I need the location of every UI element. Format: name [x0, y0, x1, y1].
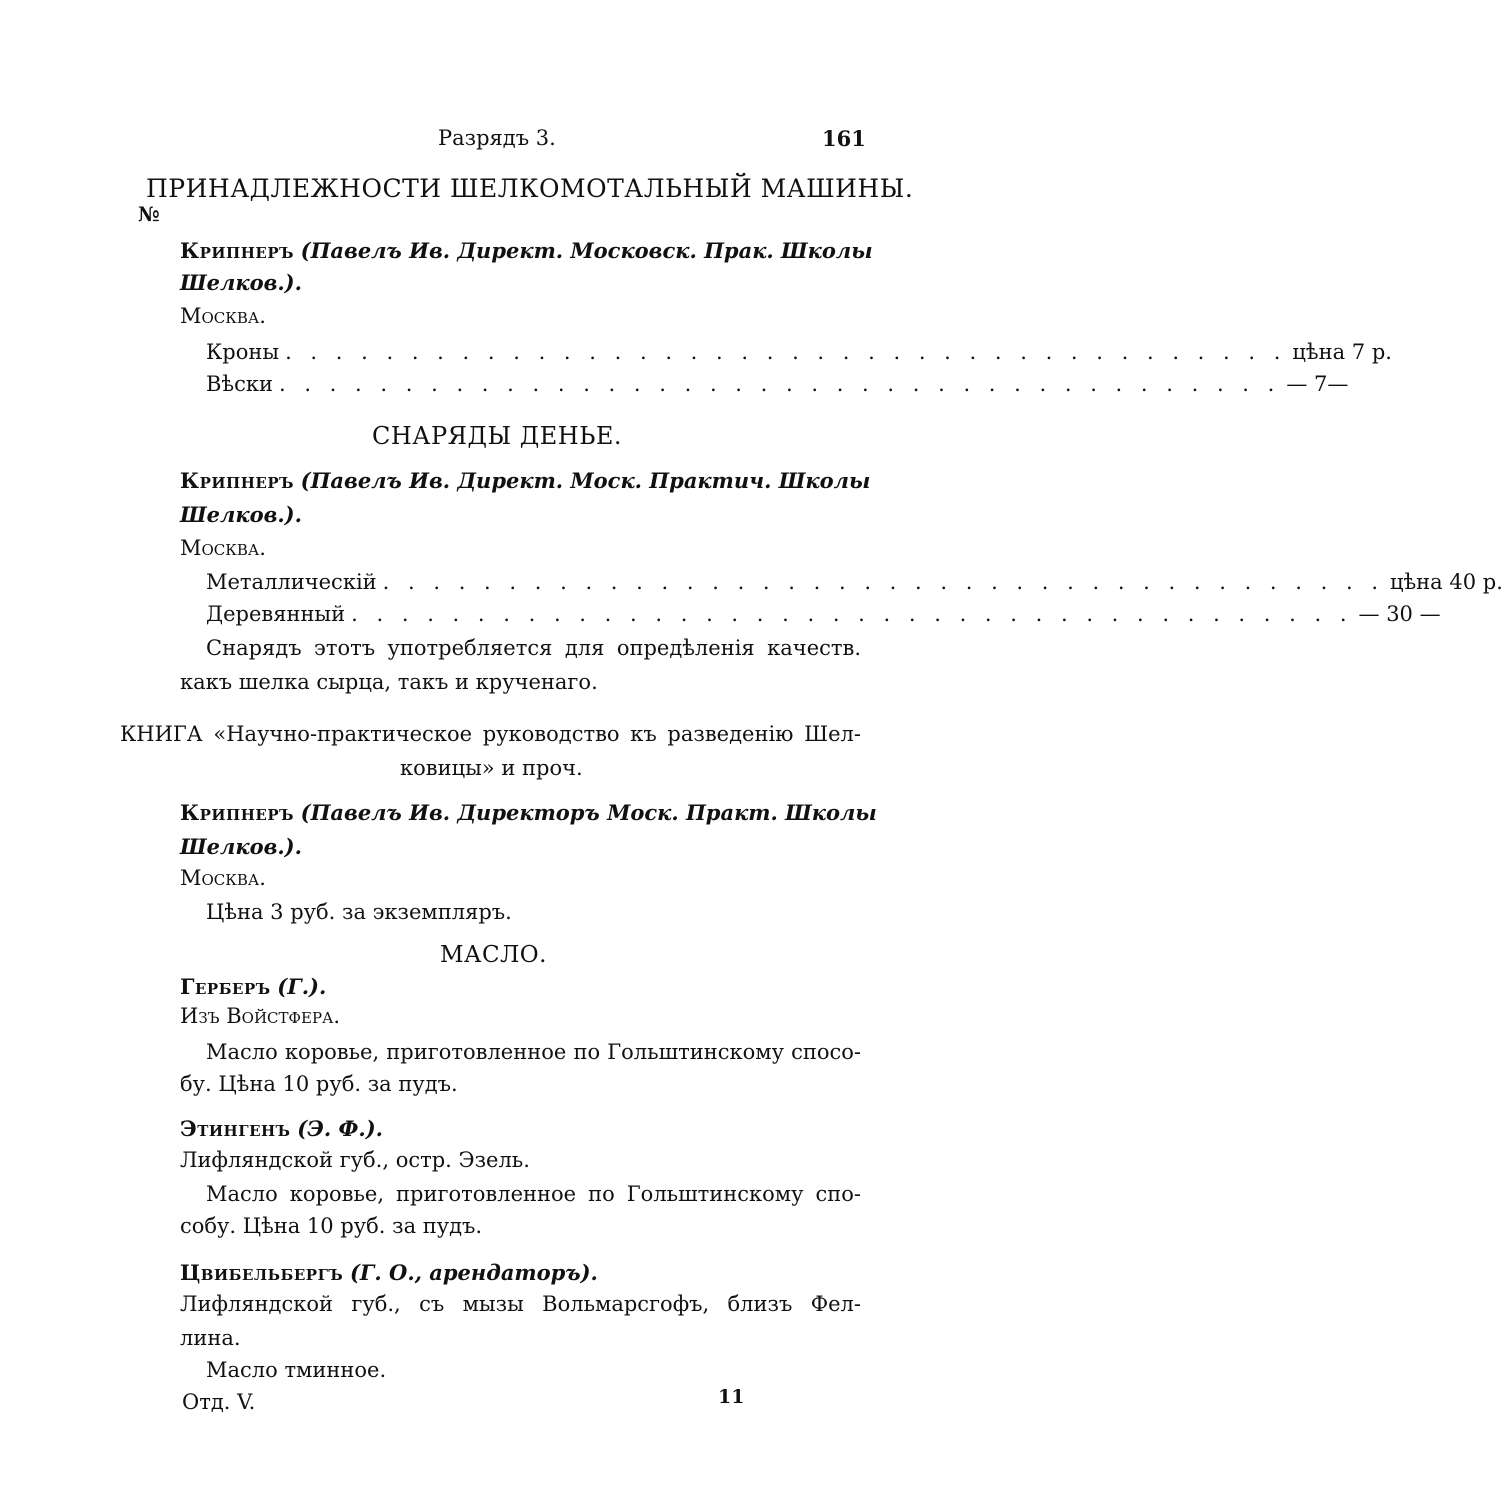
- item-label: Деревянный: [206, 602, 346, 626]
- author-details: (Г.).: [277, 974, 327, 999]
- item-price: цѣна 7 р.: [1292, 340, 1392, 364]
- price-row: [206, 602, 1441, 626]
- footer-signature-mark: 11: [718, 1386, 745, 1408]
- price-row: [206, 570, 1503, 594]
- entry-place: Москва.: [180, 536, 266, 560]
- entry-author-line: [180, 800, 877, 825]
- entry-description-cont: бу. Цѣна 10 руб. за пудъ.: [180, 1072, 458, 1096]
- author-details: (Павелъ Ив. Директоръ Моск. Практ. Школы: [300, 800, 877, 825]
- item-label: Кроны: [206, 340, 280, 364]
- item-price: — 7—: [1286, 372, 1349, 396]
- leader-dots: . . . . . . . . . . . . . . . . . . . . . . . . . . . . . . . . . . . . . . . .: [278, 372, 1281, 396]
- note-line: какъ шелка сырца, такъ и крученаго.: [180, 670, 598, 694]
- entry-place-cont: лина.: [180, 1326, 241, 1350]
- entry-author-line: [180, 238, 873, 263]
- section-title-book: КНИГА «Научно-практическое руководство къ разведенію Шел-: [120, 722, 861, 746]
- footer-section-ref: Отд. V.: [182, 1390, 256, 1414]
- author-name: Крипнеръ: [180, 468, 294, 493]
- price-row: [206, 340, 1392, 364]
- item-price: цѣна 40 р.: [1390, 570, 1503, 594]
- entry-author-line: [180, 974, 326, 999]
- author-name: Этингенъ: [180, 1116, 291, 1141]
- running-header-section: Разрядъ 3.: [438, 126, 556, 150]
- author-name: Цвибельбергъ: [180, 1260, 344, 1285]
- section-title-butter: МАСЛО.: [440, 942, 547, 968]
- leader-dots: . . . . . . . . . . . . . . . . . . . . . . . . . . . . . . . . . . . . . . . .: [382, 570, 1385, 594]
- entry-author-line: [180, 1260, 598, 1285]
- entry-place: Москва.: [180, 866, 266, 890]
- author-details-cont: Шелков.).: [180, 270, 302, 295]
- section-title-book-cont: ковицы» и проч.: [400, 756, 583, 780]
- entry-place: Лифляндской губ., съ мызы Вольмарсгофъ, близъ Фел-: [180, 1292, 861, 1316]
- entry-description: Масло тминное.: [206, 1358, 387, 1382]
- item-price: — 30 —: [1358, 602, 1441, 626]
- entry-place: Москва.: [180, 304, 266, 328]
- note-line: Снарядъ этотъ употребляется для опредѣленія качеств.: [206, 636, 861, 660]
- section-title-denier-apparatus: СНАРЯДЫ ДЕНЬЕ.: [372, 422, 623, 450]
- price-row: [206, 372, 1349, 396]
- entry-place: Лифляндской губ., остр. Эзель.: [180, 1148, 530, 1172]
- author-details: (Павелъ Ив. Директ. Московск. Прак. Школы: [300, 238, 873, 263]
- page-number: 161: [822, 126, 866, 151]
- author-name: Герберъ: [180, 974, 271, 999]
- entry-description: Масло коровье, приготовленное по Гольштинскому спо-: [206, 1182, 861, 1206]
- entry-description-cont: собу. Цѣна 10 руб. за пудъ.: [180, 1214, 483, 1238]
- entry-author-line: [180, 468, 870, 493]
- author-name: Крипнеръ: [180, 800, 294, 825]
- number-sign: №: [138, 202, 160, 226]
- author-details-cont: Шелков.).: [180, 834, 302, 859]
- book-price: Цѣна 3 руб. за экземпляръ.: [206, 900, 512, 924]
- author-details-cont: Шелков.).: [180, 502, 302, 527]
- author-details: (Павелъ Ив. Директ. Моск. Практич. Школы: [300, 468, 871, 493]
- leader-dots: . . . . . . . . . . . . . . . . . . . . . . . . . . . . . . . . . . . . . . . .: [285, 340, 1287, 364]
- entry-description: Масло коровье, приготовленное по Гольштинскому спосо-: [206, 1040, 861, 1064]
- author-details: (Г. О., арендаторъ).: [349, 1260, 598, 1285]
- leader-dots: . . . . . . . . . . . . . . . . . . . . . . . . . . . . . . . . . . . . . . . .: [351, 602, 1353, 626]
- section-title-reel-accessories: ПРИНАДЛЕЖНОСТИ ШЕЛКОМОТАЛЬНЫЙ МАШИНЫ.: [146, 174, 914, 203]
- entry-author-line: [180, 1116, 383, 1141]
- author-name: Крипнеръ: [180, 238, 294, 263]
- item-label: Вѣски: [206, 372, 273, 396]
- author-details: (Э. Ф.).: [297, 1116, 383, 1141]
- entry-place: Изъ Войстфера.: [180, 1004, 341, 1028]
- item-label: Металлическій: [206, 570, 377, 594]
